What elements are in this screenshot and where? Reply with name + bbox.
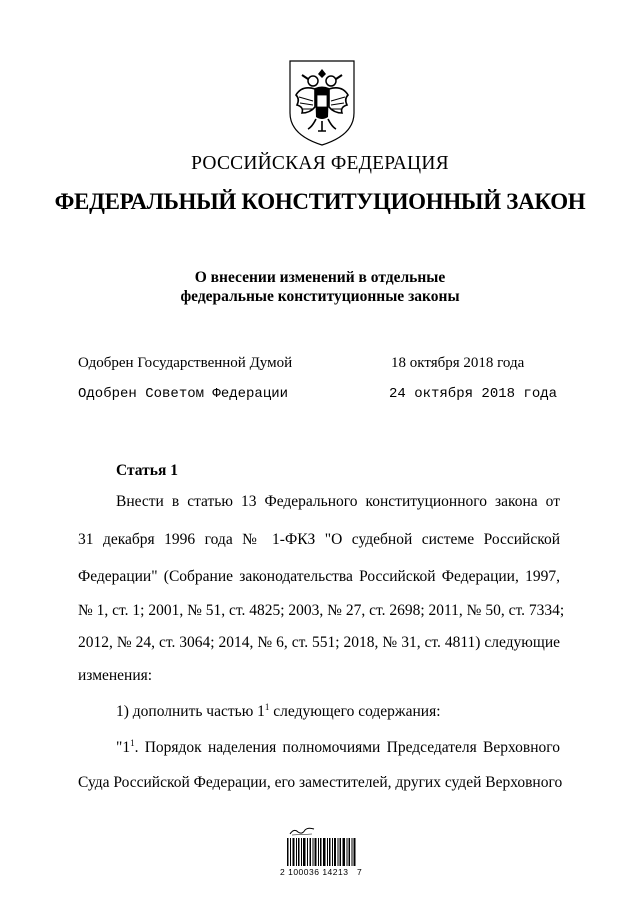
registration-mark bbox=[289, 826, 315, 836]
para-line: 31 декабря 1996 года № 1-ФКЗ "О судебной системе Российской bbox=[78, 531, 560, 548]
quote-number: "1 bbox=[116, 739, 131, 756]
article-heading: Статья 1 bbox=[116, 462, 178, 479]
quote-text: . Порядок наделения полномочиями Председателя Верховного bbox=[134, 739, 560, 756]
approval-council-label: Одобрен Советом Федерации bbox=[78, 386, 289, 402]
document-type: ФЕДЕРАЛЬНЫЙ КОНСТИТУЦИОННЫЙ ЗАКОН bbox=[54, 189, 586, 214]
approval-duma-date: 18 октября 2018 года bbox=[391, 355, 525, 371]
law-title bbox=[0, 268, 640, 306]
country-name: РОССИЙСКАЯ ФЕДЕРАЦИЯ bbox=[191, 153, 449, 174]
item-1-text-rest: следующего содержания: bbox=[269, 703, 441, 720]
para-line: изменения: bbox=[78, 667, 153, 684]
item-1-superscript: 1 bbox=[264, 702, 270, 712]
para-line: № 1, ст. 1; 2001, № 51, ст. 4825; 2003, № 27, ст. 2698; 2011, № 50, ст. 7334; bbox=[78, 602, 565, 619]
barcode-number: 2 100036 14213 7 bbox=[280, 867, 363, 877]
approval-council-date: 24 октября 2018 года bbox=[389, 386, 558, 402]
item-1-text: 1) дополнить частью 1 bbox=[116, 703, 265, 720]
law-title-line-2: федеральные конституционные законы bbox=[180, 288, 460, 305]
quote-superscript: 1 bbox=[130, 738, 135, 748]
barcode bbox=[287, 838, 357, 866]
para-line: Федерации" (Собрание законодательства Российской Федерации, 1997, bbox=[78, 568, 560, 585]
law-title-line-1: О внесении изменений в отдельные bbox=[194, 269, 446, 286]
coat-of-arms-emblem bbox=[282, 55, 362, 147]
approval-duma-label: Одобрен Государственной Думой bbox=[78, 355, 293, 371]
quote-line-2: Суда Российской Федерации, его заместителей, других судей Верховного bbox=[78, 774, 563, 791]
para-line: 2012, № 24, ст. 3064; 2014, № 6, ст. 551; 2018, № 31, ст. 4811) следующие bbox=[78, 634, 560, 651]
item-1 bbox=[116, 703, 441, 721]
quote-line-1 bbox=[116, 739, 560, 757]
para-line: Внести в статью 13 Федерального конституционного закона от bbox=[116, 493, 560, 510]
